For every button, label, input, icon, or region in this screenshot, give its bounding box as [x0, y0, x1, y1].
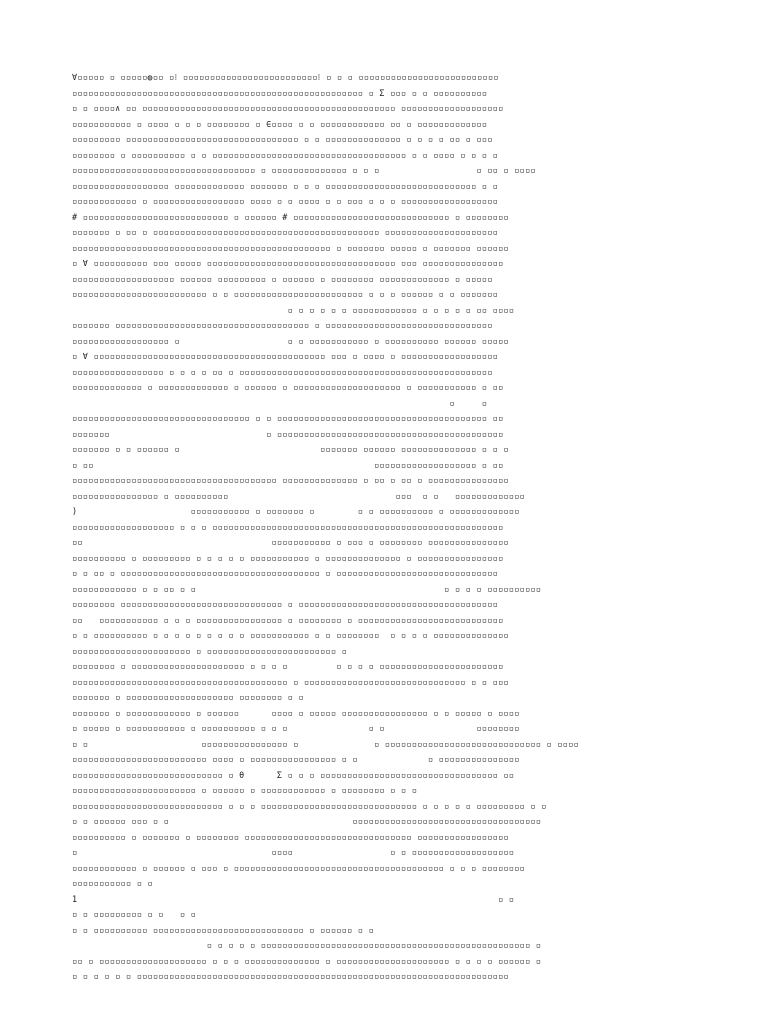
text-line: ▫▫▫▫▫▫▫▫▫▫▫▫▫▫▫▫▫▫▫ ▫▫▫▫▫▫ ▫▫▫▫▫▫▫▫▫ ▫ ▫▫▫▫▫▫ ▫ ▫▫▫▫▫▫▫▫ ▫▫▫▫▫▫▫▫▫▫▫▫▫ ▫ ▫▫▫▫▫: [72, 273, 493, 284]
text-line: ▫▫▫▫▫▫▫▫▫▫▫▫▫▫▫▫▫▫▫▫▫▫ ▫ ▫▫▫▫▫▫▫▫▫▫▫▫▫▫▫▫▫▫▫▫▫▫▫▫ ▫: [72, 645, 348, 656]
text-line: ▫ ▫ ▫▫▫▫▫▫▫▫▫▫▫▫▫▫▫▫ ▫ ▫ ▫▫▫▫▫▫▫▫▫▫▫▫▫▫▫▫▫▫▫▫▫▫▫▫▫▫▫▫▫ ▫ ▫▫▫▫: [72, 738, 579, 749]
text-line: ▫ ▫▫▫▫▫ ▫ ▫▫▫▫▫▫▫▫▫▫▫ ▫ ▫▫▫▫▫▫▫▫▫▫ ▫ ▫ ▫ ▫ ▫ ▫▫▫▫▫▫▫▫: [72, 723, 520, 733]
text-line: ▫▫▫▫▫▫▫ ▫ ▫▫▫▫▫▫▫▫▫▫▫▫ ▫ ▫▫▫▫▫▫ ▫▫▫▫ ▫ ▫▫▫▫▫ ▫▫▫▫▫▫▫▫▫▫▫▫▫▫▫▫ ▫ ▫ ▫▫▫▫▫ ▫ ▫▫▫▫: [72, 707, 520, 718]
text-line: ▫ ▫ ▫▫▫▫∧ ▫▫ ▫▫▫▫▫▫▫▫▫▫▫▫▫▫▫▫▫▫▫▫▫▫▫▫▫▫▫▫▫▫▫▫▫▫▫▫▫▫▫▫▫▫▫▫▫▫▫ ▫▫▫▫▫▫▫▫▫▫▫▫▫▫▫▫▫▫▫: [72, 103, 504, 113]
text-line: ▫▫▫▫▫▫▫ ▫ ▫▫▫▫▫▫▫▫▫▫▫▫▫▫▫▫▫▫▫▫▫▫▫▫▫▫▫▫▫▫▫▫▫▫▫▫▫▫▫▫▫▫: [72, 428, 504, 439]
text-line: ▫ ▫ ▫▫▫▫▫▫▫▫▫ ▫ ▫ ▫ ▫: [72, 909, 197, 919]
text-line: ▫▫▫▫▫▫▫▫▫▫▫▫▫▫▫▫▫▫▫▫▫▫▫▫▫▫▫▫▫▫▫▫▫▫▫▫▫▫▫▫ ▫ ▫▫▫▫▫▫▫▫▫▫▫▫▫▫▫▫▫▫▫▫▫▫▫▫▫▫▫▫▫▫ ▫ ▫ ▫▫▫: [72, 676, 509, 687]
text-line: ▫▫▫▫▫▫▫▫▫▫▫▫▫▫▫▫▫▫▫▫▫▫▫▫▫▫▫▫▫▫▫▫▫▫▫▫▫▫▫▫▫▫▫▫▫▫▫▫ ▫ ▫▫▫▫▫▫▫ ▫▫▫▫▫ ▫ ▫▫▫▫▫▫▫ ▫▫▫▫▫▫: [72, 242, 509, 253]
text-line: ▫ ▫▫▫▫ ▫ ▫ ▫▫▫▫▫▫▫▫▫▫▫▫▫▫▫▫▫▫▫: [72, 847, 515, 857]
text-line: ▫▫▫▫▫▫▫▫▫▫▫▫▫▫▫▫▫▫ ▫▫▫▫▫▫▫▫▫▫▫▫▫ ▫▫▫▫▫▫▫ ▫ ▫ ▫ ▫▫▫▫▫▫▫▫▫▫▫▫▫▫▫▫▫▫▫▫▫▫▫▫▫▫▫▫ ▫ ▫: [72, 180, 498, 191]
text-line: ▫ ∀ ▫▫▫▫▫▫▫▫▫▫▫▫▫▫▫▫▫▫▫▫▫▫▫▫▫▫▫▫▫▫▫▫▫▫▫▫▫▫▫▫▫▫▫ ▫▫▫ ▫ ▫▫▫▫ ▫ ▫▫▫▫▫▫▫▫▫▫▫▫▫▫▫▫▫▫: [72, 351, 498, 361]
text-line: ▫ ▫▫ ▫▫▫▫▫▫▫▫▫▫▫▫▫▫▫▫▫▫▫ ▫ ▫▫: [72, 459, 504, 470]
text-line: ▫▫▫▫▫▫▫▫▫▫▫▫ ▫ ▫▫▫▫▫▫ ▫ ▫▫▫ ▫ ▫▫▫▫▫▫▫▫▫▫▫▫▫▫▫▫▫▫▫▫▫▫▫▫▫▫▫▫▫▫▫▫▫▫▫▫▫▫▫ ▫ ▫ ▫ ▫▫▫▫▫▫▫▫: [72, 862, 525, 873]
text-line: ▫▫▫▫▫▫▫▫ ▫ ▫▫▫▫▫▫▫▫▫▫▫▫▫▫▫▫▫▫▫▫▫ ▫ ▫ ▫ ▫ ▫ ▫ ▫ ▫ ▫▫▫▫▫▫▫▫▫▫▫▫▫▫▫▫▫▫▫▫▫▫▫: [72, 661, 504, 671]
text-line: ▫▫▫▫▫▫▫▫ ▫ ▫▫▫▫▫▫▫▫▫▫ ▫ ▫ ▫▫▫▫▫▫▫▫▫▫▫▫▫▫▫▫▫▫▫▫▫▫▫▫▫▫▫▫▫▫▫▫▫▫▫▫ ▫ ▫ ▫▫▫▫ ▫ ▫ ▫ ▫: [72, 149, 498, 160]
text-line: ▫ ▫ ▫▫▫▫▫▫ ▫▫▫ ▫ ▫ ▫▫▫▫▫▫▫▫▫▫▫▫▫▫▫▫▫▫▫▫▫▫▫▫▫▫▫▫▫▫▫▫▫▫▫: [72, 816, 542, 826]
text-line: ▫▫▫▫▫▫▫▫▫▫▫▫▫▫▫▫▫▫▫ ▫ ▫ ▫ ▫▫▫▫▫▫▫▫▫▫▫▫▫▫▫▫▫▫▫▫▫▫▫▫▫▫▫▫▫▫▫▫▫▫▫▫▫▫▫▫▫▫▫▫▫▫▫▫▫▫▫▫▫▫: [72, 521, 504, 532]
text-line: ▫▫▫▫▫▫▫▫▫▫▫▫▫▫▫▫▫▫▫▫▫▫▫▫▫▫▫▫ ▫ θ Σ ▫ ▫ ▫ ▫▫▫▫▫▫▫▫▫▫▫▫▫▫▫▫▫▫▫▫▫▫▫▫▫▫▫▫▫▫▫▫▫ ▫▫: [72, 769, 515, 780]
text-line: ▫▫▫▫▫▫▫▫▫▫▫▫▫▫▫▫ ▫ ▫▫▫▫▫▫▫▫▫▫ ▫▫▫ ▫ ▫ ▫▫▫▫▫▫▫▫▫▫▫▫▫: [72, 490, 525, 501]
text-line: ▫▫▫▫▫▫▫▫▫▫▫▫▫▫▫▫▫ ▫ ▫ ▫ ▫ ▫▫ ▫ ▫▫▫▫▫▫▫▫▫▫▫▫▫▫▫▫▫▫▫▫▫▫▫▫▫▫▫▫▫▫▫▫▫▫▫▫▫▫▫▫▫▫▫▫▫▫▫: [72, 366, 493, 377]
text-line: ▫▫▫▫▫▫▫▫▫▫▫▫▫▫▫▫▫▫ ▫ ▫ ▫ ▫▫▫▫▫▫▫▫▫▫▫ ▫ ▫▫▫▫▫▫▫▫▫▫ ▫▫▫▫▫▫ ▫▫▫▫▫: [72, 335, 509, 346]
text-line: ▫▫▫▫▫▫▫▫▫▫▫▫▫▫▫▫▫▫▫▫▫▫▫ ▫ ▫▫▫▫▫▫ ▫ ▫▫▫▫▫▫▫▫▫▫▫▫ ▫ ▫▫▫▫▫▫▫▫ ▫ ▫ ▫: [72, 785, 418, 795]
text-line: ▫▫▫▫▫▫▫▫▫▫▫▫▫▫▫▫▫▫▫▫▫▫▫▫▫▫▫▫▫▫▫▫▫▫▫▫▫▫▫▫▫▫▫▫▫▫▫▫▫▫▫▫▫▫ ▫ Σ ▫▫▫ ▫ ▫ ▫▫▫▫▫▫▫▫▫▫: [72, 87, 488, 98]
text-line: ▫▫▫▫▫▫▫▫▫▫▫▫ ▫ ▫ ▫▫ ▫ ▫ ▫ ▫ ▫ ▫ ▫▫▫▫▫▫▫▫▫▫: [72, 583, 542, 594]
text-line: ▫▫▫▫▫▫▫▫▫▫ ▫ ▫▫▫▫▫▫▫▫▫ ▫ ▫ ▫ ▫ ▫ ▫▫▫▫▫▫▫▫▫▫▫ ▫ ▫▫▫▫▫▫▫▫▫▫▫▫▫▫ ▫ ▫▫▫▫▫▫▫▫▫▫▫▫▫▫▫▫: [72, 552, 504, 563]
text-line: ▫ ▫ ▫ ▫ ▫ ▫▫▫▫▫▫▫▫▫▫▫▫▫▫▫▫▫▫▫▫▫▫▫▫▫▫▫▫▫▫▫▫▫▫▫▫▫▫▫▫▫▫▫▫▫▫▫▫▫▫ ▫: [72, 940, 542, 950]
text-line: ▫▫▫▫▫▫▫▫▫▫ ▫ ▫▫▫▫▫▫▫ ▫ ▫▫▫▫▫▫▫▫ ▫▫▫▫▫▫▫▫▫▫▫▫▫▫▫▫▫▫▫▫▫▫▫▫▫▫▫▫▫▫▫ ▫▫▫▫▫▫▫▫▫▫▫▫▫▫▫▫▫: [72, 831, 509, 842]
text-line: ▫ ▫: [72, 397, 488, 408]
text-line: ▫▫▫▫▫▫▫▫▫▫▫▫▫▫▫▫▫▫▫▫▫▫▫▫▫▫▫▫▫▫▫▫▫▫ ▫ ▫▫▫▫▫▫▫▫▫▫▫▫▫▫ ▫ ▫ ▫ ▫ ▫▫ ▫ ▫▫▫▫: [72, 165, 536, 175]
text-line: ▫▫▫▫▫▫▫▫▫▫▫▫▫▫▫▫▫▫▫▫▫▫▫▫▫▫▫▫▫▫▫▫▫▫▫▫▫▫ ▫▫▫▫▫▫▫▫▫▫▫▫▫▫ ▫ ▫▫ ▫ ▫▫ ▫ ▫▫▫▫▫▫▫▫▫▫▫▫▫▫▫: [72, 475, 509, 485]
text-line: ▫▫▫▫▫▫▫▫▫▫▫▫▫▫▫▫▫▫▫▫▫▫▫▫▫ ▫ ▫ ▫▫▫▫▫▫▫▫▫▫▫▫▫▫▫▫▫▫▫▫▫▫▫▫ ▫ ▫ ▫ ▫▫▫▫▫▫ ▫ ▫ ▫▫▫▫▫▫▫: [72, 289, 498, 299]
text-line: ▫▫▫▫▫▫▫▫▫▫▫▫▫▫▫▫▫▫▫▫▫▫▫▫▫ ▫▫▫▫ ▫ ▫▫▫▫▫▫▫▫▫▫▫▫▫▫▫▫ ▫ ▫ ▫ ▫▫▫▫▫▫▫▫▫▫▫▫▫▫▫: [72, 754, 520, 764]
text-line: ▫▫▫▫▫▫▫ ▫ ▫▫▫▫▫▫▫▫▫▫▫▫▫▫▫▫▫▫▫▫ ▫▫▫▫▫▫▫▫ ▫ ▫: [72, 692, 304, 702]
text-line: ▫▫ ▫ ▫▫▫▫▫▫▫▫▫▫▫▫▫▫▫▫▫▫▫▫ ▫ ▫ ▫ ▫▫▫▫▫▫▫▫▫▫▫▫▫▫ ▫ ▫▫▫▫▫▫▫▫▫▫▫▫▫▫▫▫▫▫▫▫▫ ▫ ▫ ▫ ▫ ▫▫▫▫▫▫ ▫: [72, 955, 542, 966]
text-line: ▫▫▫▫▫▫▫▫▫▫▫▫▫▫▫▫▫▫▫▫▫▫▫▫▫▫▫▫▫▫▫▫▫ ▫ ▫ ▫▫▫▫▫▫▫▫▫▫▫▫▫▫▫▫▫▫▫▫▫▫▫▫▫▫▫▫▫▫▫▫▫▫▫▫▫▫▫ ▫▫: [72, 413, 504, 423]
text-line: ∀▫▫▫▫▫ ▫ ▫▫▫▫▫◍▫▫ ▫⁝ ▫▫▫▫▫▫▫▫▫▫▫▫▫▫▫▫▫▫▫▫▫▫▫▫▫⁝ ▫ ▫ ▫ ▫▫▫▫▫▫▫▫▫▫▫▫▫▫▫▫▫▫▫▫▫▫▫▫▫▫: [72, 72, 499, 82]
text-line: ▫ ▫ ▫▫ ▫ ▫▫▫▫▫▫▫▫▫▫▫▫▫▫▫▫▫▫▫▫▫▫▫▫▫▫▫▫▫▫▫▫▫▫▫▫▫ ▫ ▫▫▫▫▫▫▫▫▫▫▫▫▫▫▫▫▫▫▫▫▫▫▫▫▫▫▫▫▫▫: [72, 568, 498, 578]
text-line: # ▫▫▫▫▫▫▫▫▫▫▫▫▫▫▫▫▫▫▫▫▫▫▫▫▫▫▫ ▫ ▫▫▫▫▫▫ # ▫▫▫▫▫▫▫▫▫▫▫▫▫▫▫▫▫▫▫▫▫▫▫▫▫▫▫▫▫ ▫ ▫▫▫▫▫▫▫▫: [72, 211, 509, 222]
text-line: ▫▫▫▫▫▫▫▫ ▫▫▫▫▫▫▫▫▫▫▫▫▫▫▫▫▫▫▫▫▫▫▫▫▫▫▫▫▫▫ ▫ ▫▫▫▫▫▫▫▫▫▫▫▫▫▫▫▫▫▫▫▫▫▫▫▫▫▫▫▫▫▫▫▫▫▫▫▫▫: [72, 599, 498, 609]
text-line: ▫▫▫▫▫▫▫▫▫▫▫▫▫ ▫ ▫▫▫▫▫▫▫▫▫▫▫▫▫ ▫ ▫▫▫▫▫▫ ▫ ▫▫▫▫▫▫▫▫▫▫▫▫▫▫▫▫▫▫▫▫ ▫ ▫▫▫▫▫▫▫▫▫▫▫ ▫ ▫▫: [72, 382, 504, 392]
text-line: ▫▫▫▫▫▫▫▫▫▫▫▫ ▫ ▫▫▫▫▫▫▫▫▫▫▫▫▫▫▫▫▫ ▫▫▫▫ ▫ ▫ ▫▫▫▫ ▫ ▫ ▫▫▫ ▫ ▫ ▫ ▫▫▫▫▫▫▫▫▫▫▫▫▫▫▫▫▫▫: [72, 196, 498, 206]
text-line: ) ▫▫▫▫▫▫▫▫▫▫▫ ▫ ▫▫▫▫▫▫▫ ▫ ▫ ▫ ▫▫▫▫▫▫▫▫▫▫ ▫ ▫▫▫▫▫▫▫▫▫▫▫▫▫: [72, 506, 520, 516]
text-line: ▫▫ ▫▫▫▫▫▫▫▫▫▫▫ ▫ ▫▫▫ ▫ ▫▫▫▫▫▫▫▫ ▫▫▫▫▫▫▫▫▫▫▫▫▫▫▫: [72, 537, 509, 547]
text-line: ▫ ▫ ▫▫▫▫▫▫▫▫▫▫ ▫▫▫▫▫▫▫▫▫▫▫▫▫▫▫▫▫▫▫▫▫▫▫▫▫▫▫▫ ▫ ▫▫▫▫▫▫ ▫ ▫: [72, 924, 374, 935]
text-line: ▫ ▫ ▫▫▫▫▫▫▫▫▫▫ ▫ ▫ ▫ ▫ ▫ ▫ ▫ ▫ ▫ ▫▫▫▫▫▫▫▫▫▫▫ ▫ ▫ ▫▫▫▫▫▫▫▫ ▫ ▫ ▫ ▫ ▫▫▫▫▫▫▫▫▫▫▫▫▫▫: [72, 630, 509, 640]
text-line: ▫ ▫ ▫ ▫ ▫ ▫ ▫▫▫▫▫▫▫▫▫▫▫▫ ▫ ▫ ▫ ▫ ▫ ▫▫ ▫▫▫▫: [72, 304, 515, 315]
text-line: 1 ▫ ▫: [72, 893, 515, 904]
text-line: ▫▫▫▫▫▫▫▫▫ ▫▫▫▫▫▫▫▫▫▫▫▫▫▫▫▫▫▫▫▫▫▫▫▫▫▫▫▫▫▫▫▫ ▫ ▫ ▫▫▫▫▫▫▫▫▫▫▫▫▫▫ ▫ ▫ ▫ ▫ ▫▫ ▫ ▫▫▫: [72, 134, 493, 144]
text-line: ▫▫▫▫▫▫▫ ▫ ▫▫ ▫ ▫▫▫▫▫▫▫▫▫▫▫▫▫▫▫▫▫▫▫▫▫▫▫▫▫▫▫▫▫▫▫▫▫▫▫▫▫▫▫▫▫▫ ▫▫▫▫▫▫▫▫▫▫▫▫▫▫▫▫▫▫▫▫▫: [72, 227, 498, 237]
text-line: ▫▫▫▫▫▫▫ ▫ ▫ ▫▫▫▫▫▫ ▫ ▫▫▫▫▫▫▫ ▫▫▫▫▫▫ ▫▫▫▫▫▫▫▫▫▫▫▫▫▫ ▫ ▫ ▫: [72, 444, 509, 454]
text-line: ▫▫▫▫▫▫▫▫▫▫▫ ▫ ▫: [72, 878, 153, 888]
garbled-text-body: [72, 70, 696, 981]
text-line: ▫ ∀ ▫▫▫▫▫▫▫▫▫▫ ▫▫▫ ▫▫▫▫▫ ▫▫▫▫▫▫▫▫▫▫▫▫▫▫▫▫▫▫▫▫▫▫▫▫▫▫▫▫▫▫▫▫▫▫▫ ▫▫▫ ▫▫▫▫▫▫▫▫▫▫▫▫▫▫▫: [72, 258, 504, 268]
text-line: ▫▫ ▫▫▫▫▫▫▫▫▫▫▫ ▫ ▫ ▫ ▫▫▫▫▫▫▫▫▫▫▫▫▫▫▫▫ ▫ ▫▫▫▫▫▫▫▫ ▫ ▫▫▫▫▫▫▫▫▫▫▫▫▫▫▫▫▫▫▫▫▫▫▫▫▫▫▫: [72, 614, 504, 625]
text-line: ▫▫▫▫▫▫▫ ▫▫▫▫▫▫▫▫▫▫▫▫▫▫▫▫▫▫▫▫▫▫▫▫▫▫▫▫▫▫▫▫▫▫▫▫ ▫ ▫▫▫▫▫▫▫▫▫▫▫▫▫▫▫▫▫▫▫▫▫▫▫▫▫▫▫▫▫▫▫: [72, 320, 493, 330]
text-line: ▫▫▫▫▫▫▫▫▫▫▫▫▫▫▫▫▫▫▫▫▫▫▫▫▫▫▫▫ ▫ ▫ ▫ ▫▫▫▫▫▫▫▫▫▫▫▫▫▫▫▫▫▫▫▫▫▫▫▫▫▫▫▫▫ ▫ ▫ ▫ ▫ ▫ ▫▫▫▫▫▫▫▫▫ ▫ ▫: [72, 800, 547, 811]
text-line: ▫ ▫ ▫ ▫ ▫ ▫ ▫▫▫▫▫▫▫▫▫▫▫▫▫▫▫▫▫▫▫▫▫▫▫▫▫▫▫▫▫▫▫▫▫▫▫▫▫▫▫▫▫▫▫▫▫▫▫▫▫▫▫▫▫▫▫▫▫▫▫▫▫▫▫▫▫▫▫▫▫: [72, 971, 509, 981]
text-line: ▫▫▫▫▫▫▫▫▫▫▫ ▫ ▫▫▫▫ ▫ ▫ ▫ ▫▫▫▫▫▫▫▫ ▫ ∈▫▫▫▫ ▫ ▫ ▫▫▫▫▫▫▫▫▫▫▫▫ ▫▫ ▫ ▫▫▫▫▫▫▫▫▫▫▫▫▫: [72, 118, 488, 129]
